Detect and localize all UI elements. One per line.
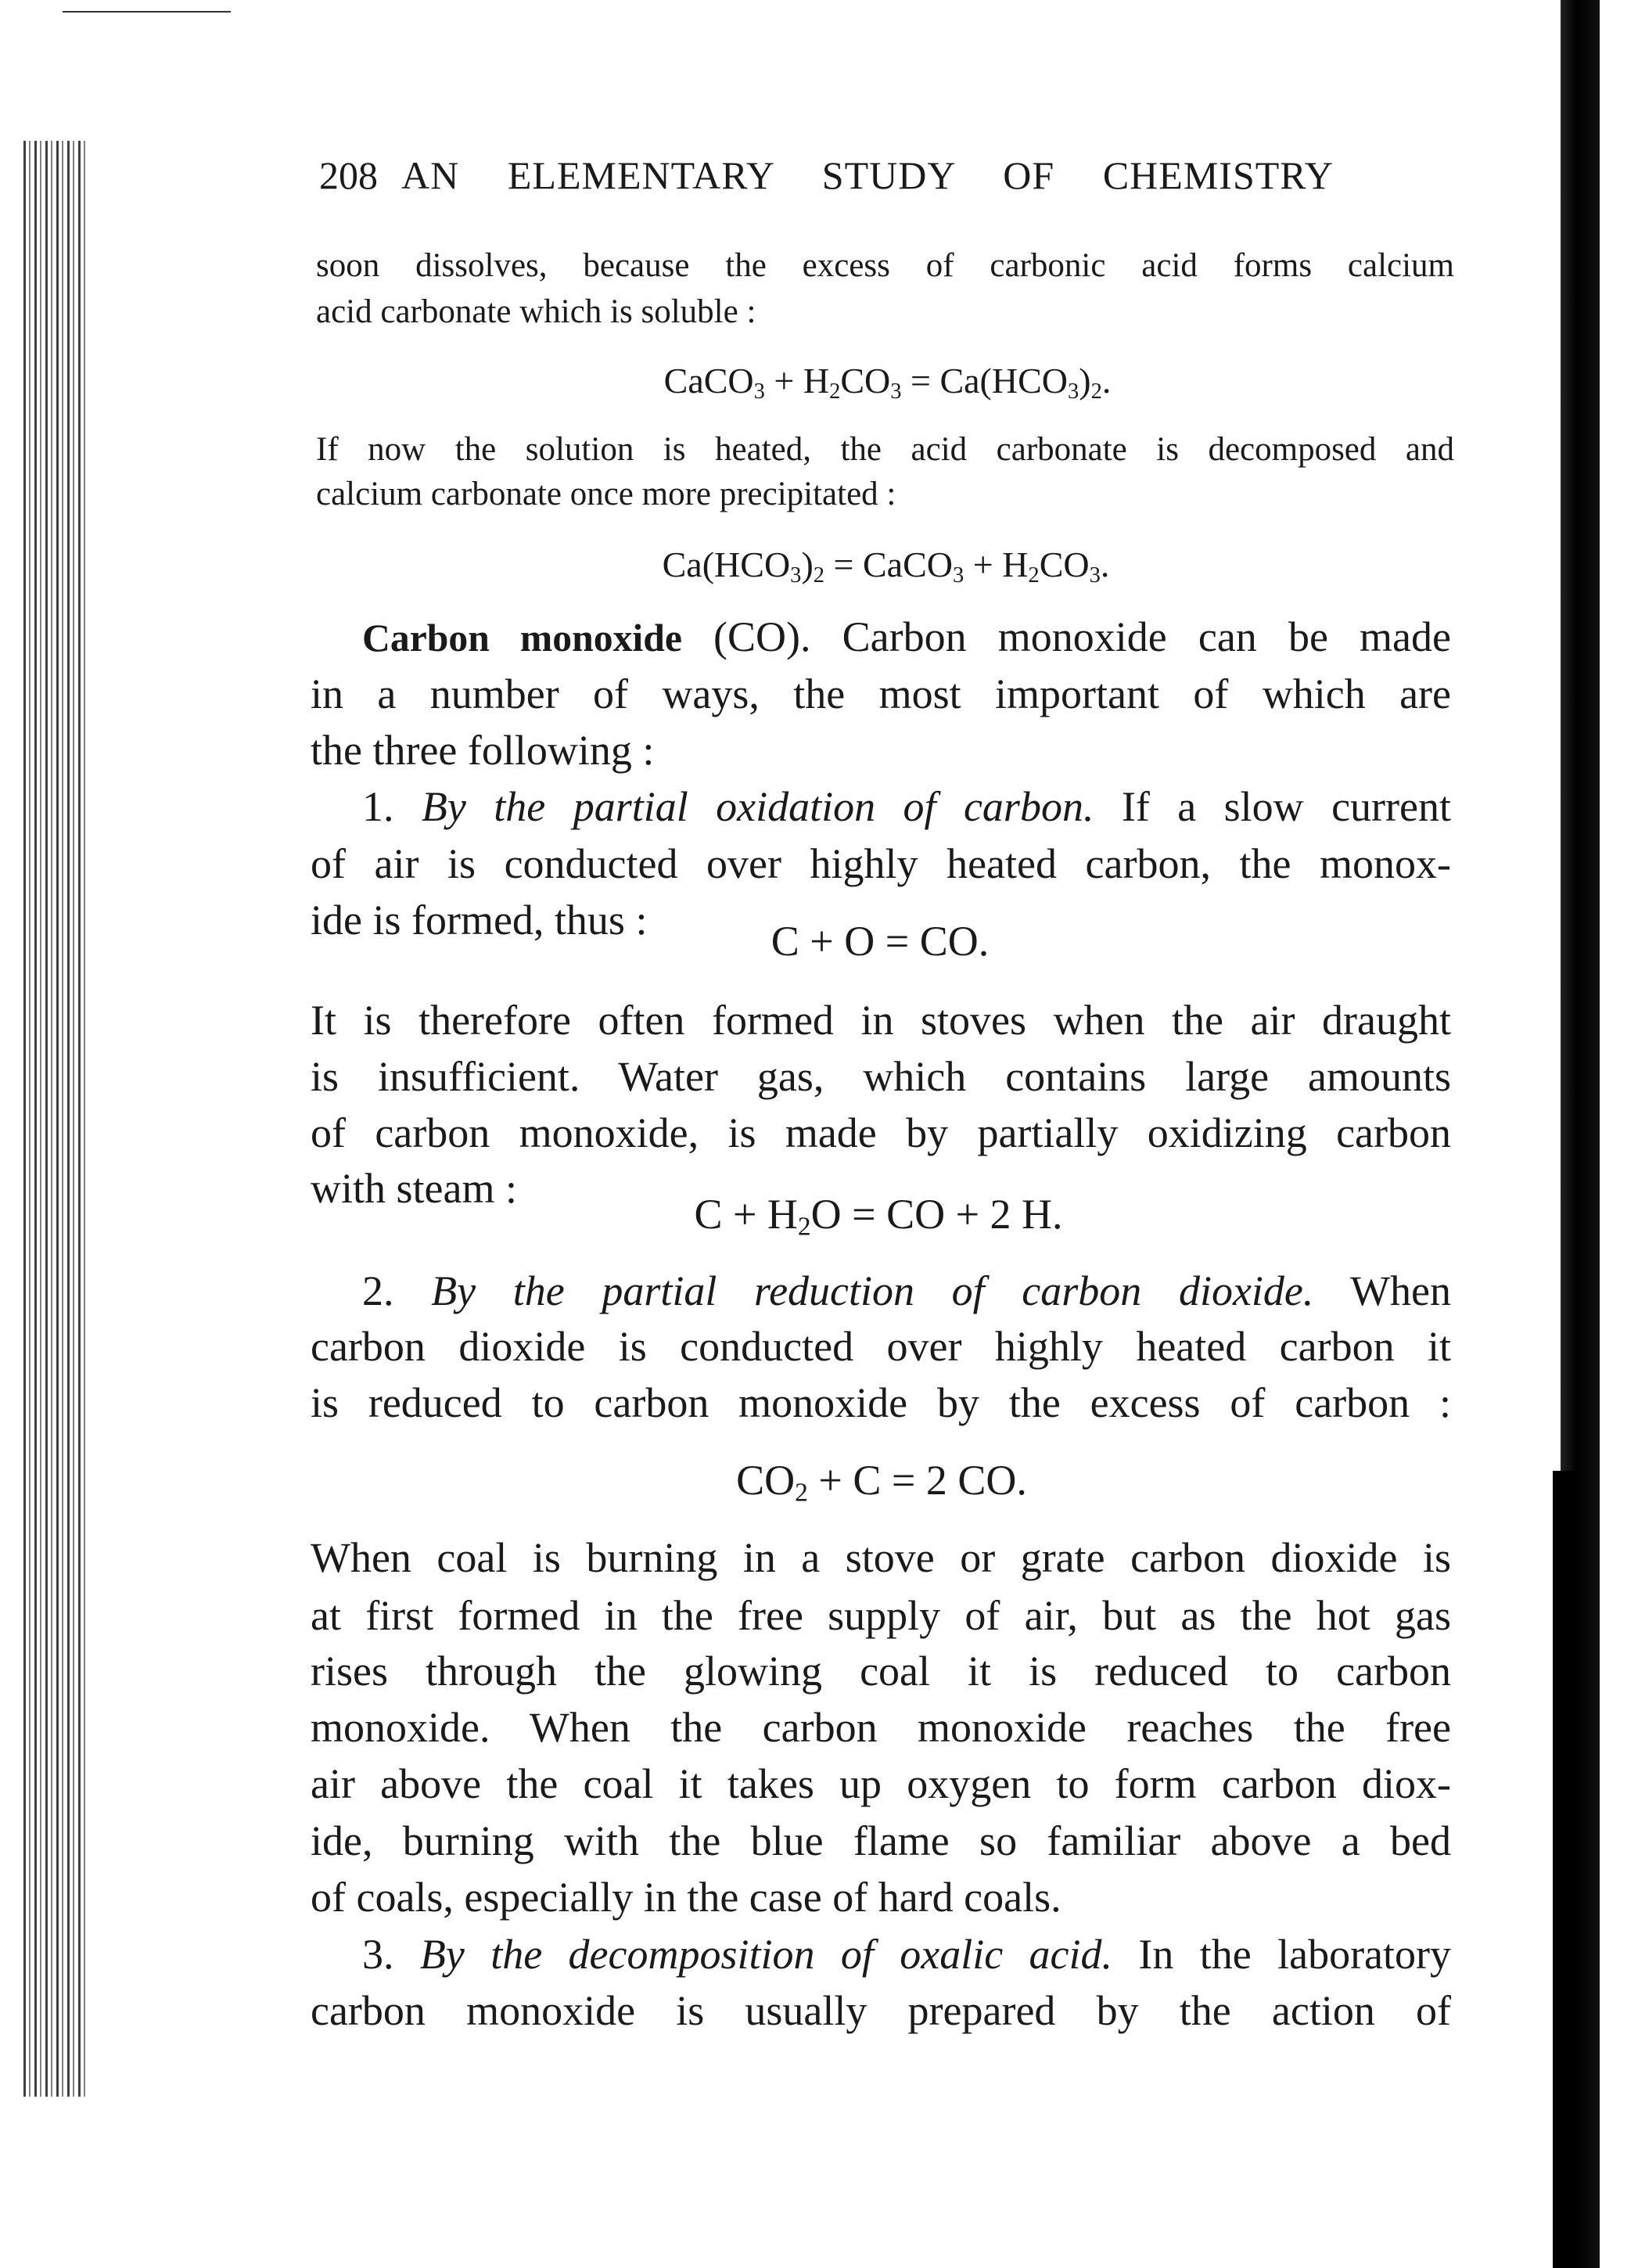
text-line — [311, 1813, 1451, 1868]
text-run: When — [1313, 1267, 1451, 1314]
text-run: soon dissolves, because the excess of carbonic acid forms calcium — [316, 247, 1454, 284]
chemical-equation — [658, 1187, 1099, 1242]
text-run: (CO). Carbon monoxide can be made — [681, 613, 1451, 660]
text-run: + H — [964, 545, 1029, 584]
text-run: the three following : — [311, 727, 655, 774]
text-run: In the laboratory — [1112, 1931, 1451, 1978]
text-line — [362, 1927, 1451, 1982]
text-run: is reduced to carbon monoxide by the excess of carbon : — [311, 1379, 1451, 1426]
text-run: 1. — [362, 783, 422, 830]
text-line — [311, 1644, 1451, 1698]
text-run: + C = 2 CO. — [807, 1457, 1027, 1504]
text-line — [311, 836, 1451, 891]
text-run: acid carbonate which is soluble : — [316, 293, 756, 330]
text-line — [316, 467, 1454, 522]
subscript: 2 — [1090, 379, 1102, 404]
subscript: 3 — [790, 563, 802, 588]
text-line — [362, 609, 1451, 664]
text-run: rises through the glowing coal it is reduced to carbon — [311, 1648, 1451, 1695]
text-line — [362, 1263, 1451, 1318]
subscript: 2 — [795, 1478, 808, 1508]
subscript: 3 — [753, 379, 765, 404]
text-line — [316, 285, 1454, 340]
text-run: ide is formed, thus : — [311, 897, 648, 944]
text-run: . — [1100, 545, 1110, 584]
text-line — [311, 1588, 1451, 1643]
text-run: ide, burning with the blue flame so familiar above a bed — [311, 1817, 1451, 1864]
binding-gutter-shadow — [23, 141, 86, 2097]
text-run: is insufficient. Water gas, which contains large amounts — [311, 1053, 1451, 1100]
text-line — [311, 667, 1451, 721]
text-run: . — [1101, 361, 1112, 401]
subscript: 3 — [1089, 563, 1101, 588]
text-run: ) — [801, 545, 814, 584]
subscript: 2 — [829, 379, 841, 404]
text-run: carbon dioxide is conducted over highly heated carbon it — [311, 1323, 1451, 1370]
text-run: carbon monoxide is usually prepared by the action of — [311, 1987, 1451, 2034]
subscript: 2 — [1028, 563, 1040, 588]
text-line — [311, 1756, 1451, 1811]
italic-text: By the partial reduction of carbon dioxide. — [431, 1267, 1314, 1314]
text-run: CO — [840, 361, 891, 401]
text-run: with steam : — [311, 1165, 517, 1212]
text-run: of coals, especially in the case of hard coals. — [311, 1874, 1061, 1921]
text-run: C + H — [694, 1191, 798, 1238]
text-run: of air is conducted over highly heated carbon, the monox- — [311, 840, 1451, 887]
text-line — [362, 779, 1451, 834]
text-run: = CaCO — [824, 545, 953, 584]
text-line — [311, 1983, 1451, 2038]
text-line — [311, 1700, 1451, 1755]
text-run: of carbon monoxide, is made by partially oxidizing carbon — [311, 1109, 1451, 1156]
text-run: It is therefore often formed in stoves when the air draught — [311, 997, 1451, 1044]
text-run: monoxide. When the carbon monoxide reaches the free — [311, 1704, 1451, 1751]
text-run: C + O = CO. — [771, 918, 990, 965]
text-line — [311, 723, 1451, 778]
text-run: 3. — [362, 1931, 420, 1978]
chemical-equation — [618, 354, 1157, 408]
text-line — [311, 1375, 1451, 1430]
italic-text: By the decomposition of oxalic acid. — [419, 1931, 1113, 1978]
text-line — [311, 993, 1451, 1048]
text-run: calcium carbonate once more precipitated : — [316, 476, 896, 512]
text-run: 2. — [362, 1267, 432, 1314]
text-run: in a number of ways, the most important of which are — [311, 670, 1451, 717]
subscript: 3 — [952, 563, 964, 588]
text-run: CO — [1039, 545, 1090, 584]
subscript: 2 — [797, 1212, 811, 1242]
text-run: If a slow current — [1094, 783, 1451, 830]
text-run: Ca(HCO — [662, 545, 791, 584]
running-header — [319, 148, 1334, 203]
text-line — [311, 1319, 1451, 1374]
text-run: at first formed in the free supply of air, but as the hot gas — [311, 1592, 1451, 1639]
text-run: CO — [736, 1457, 796, 1504]
text-run: = Ca(HCO — [901, 361, 1068, 401]
text-run: ) — [1079, 361, 1091, 401]
running-title: AN ELEMENTARY STUDY OF CHEMISTRY — [401, 153, 1334, 197]
chemical-equation — [754, 914, 1006, 969]
text-run: CaCO — [663, 361, 754, 401]
text-run: When coal is burning in a stove or grate carbon dioxide is — [311, 1534, 1451, 1581]
text-line — [311, 1870, 1451, 1925]
text-run: + H — [764, 361, 830, 401]
chemical-equation — [714, 1453, 1049, 1508]
subscript: 3 — [1068, 379, 1079, 404]
text-line — [311, 1049, 1451, 1104]
page-number: 208 — [319, 153, 378, 197]
scan-edge-line — [63, 11, 231, 13]
text-line — [311, 1105, 1451, 1160]
bold-heading: Carbon monoxide — [362, 616, 682, 660]
italic-text: By the partial oxidation of carbon. — [421, 783, 1094, 830]
text-run: If now the solution is heated, the acid carbonate is decomposed and — [316, 431, 1454, 468]
subscript: 2 — [813, 563, 825, 588]
chemical-equation — [615, 537, 1157, 592]
subscript: 3 — [890, 379, 902, 404]
text-run: air above the coal it takes up oxygen to form carbon diox- — [311, 1760, 1451, 1807]
text-line — [311, 1530, 1451, 1585]
text-run: O = CO + 2 H. — [810, 1191, 1063, 1238]
page-edge-shadow-lower — [1553, 1471, 1576, 2268]
